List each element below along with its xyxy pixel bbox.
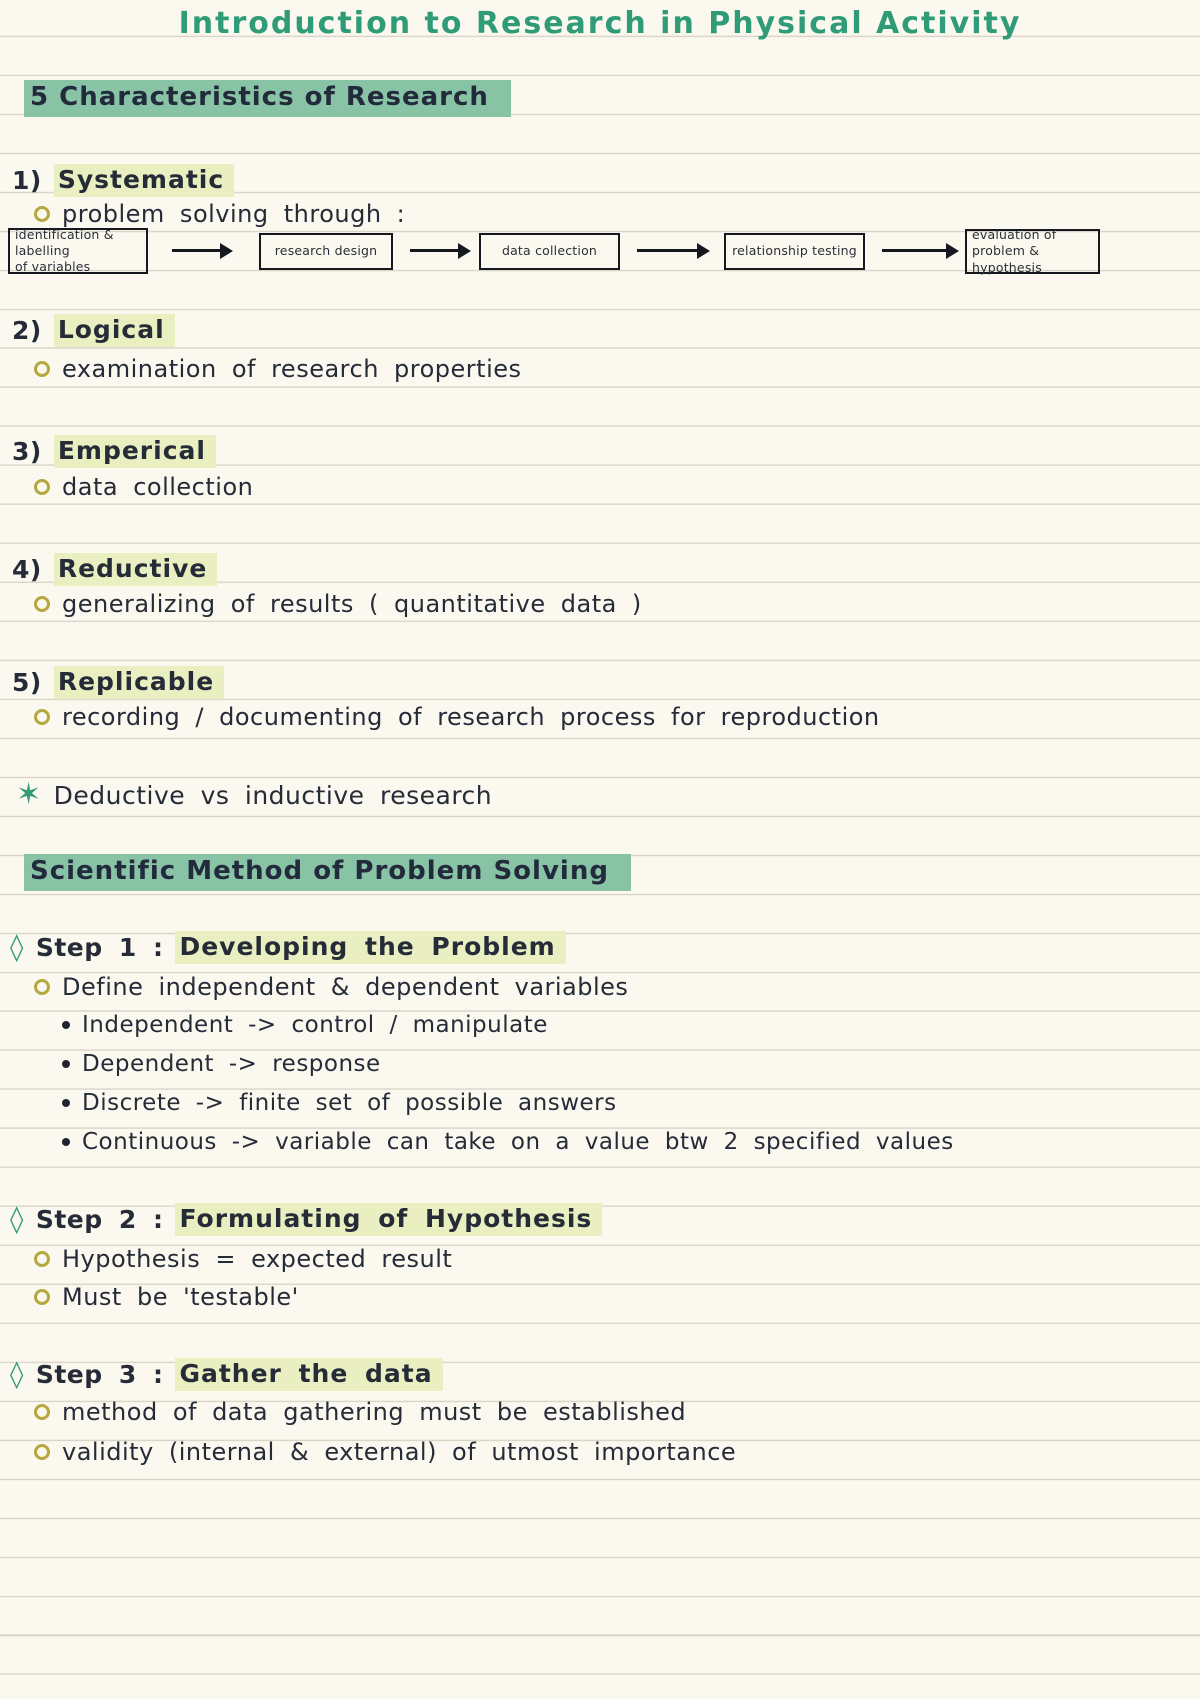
flow-box-data-collection xyxy=(479,233,620,270)
step-bullet xyxy=(34,1398,686,1426)
bullet-text: Hypothesis = expected result xyxy=(62,1245,453,1273)
dot-bullet-icon xyxy=(62,1060,70,1068)
circle-bullet-icon xyxy=(34,1289,50,1305)
list-item-bullet xyxy=(34,703,880,731)
item-number: 1) xyxy=(12,166,42,195)
diamond-icon: ◊ xyxy=(10,932,24,963)
item-number: 2) xyxy=(12,316,42,345)
bullet-text: recording / documenting of research process for reproduction xyxy=(62,703,880,731)
circle-bullet-icon xyxy=(34,361,50,377)
bullet-text: data collection xyxy=(62,473,254,501)
arrow-icon xyxy=(410,249,460,252)
step-title: Formulating of Hypothesis xyxy=(175,1203,602,1236)
circle-bullet-icon xyxy=(34,1444,50,1460)
flow-box-research-design xyxy=(259,233,393,270)
flow-box-relationship-testing xyxy=(724,233,865,270)
bullet-text: Must be 'testable' xyxy=(62,1283,299,1311)
step-label: Step 2 : xyxy=(35,1205,164,1234)
sub-bullet-text: Independent -> control / manipulate xyxy=(82,1012,548,1038)
page-title: Introduction to Research in Physical Activity xyxy=(178,6,1022,41)
diamond-icon: ◊ xyxy=(10,1359,24,1390)
list-item-replicable xyxy=(12,666,224,699)
section-heading-characteristics: 5 Characteristics of Research xyxy=(24,80,511,117)
bullet-text: examination of research properties xyxy=(62,355,522,383)
circle-bullet-icon xyxy=(34,479,50,495)
arrow-icon xyxy=(882,249,948,252)
circle-bullet-icon xyxy=(34,206,50,222)
step-bullet xyxy=(34,973,628,1001)
flow-box-identification xyxy=(8,228,148,274)
list-item-systematic xyxy=(12,164,234,197)
circle-bullet-icon xyxy=(34,1404,50,1420)
list-item-reductive xyxy=(12,553,217,586)
circle-bullet-icon xyxy=(34,979,50,995)
item-number: 4) xyxy=(12,555,42,584)
bullet-text: validity (internal & external) of utmost importance xyxy=(62,1438,737,1466)
flow-box-text: identification & labelling xyxy=(15,226,114,258)
list-item-bullet xyxy=(34,355,522,383)
note-deductive-inductive xyxy=(16,777,493,812)
list-item-bullet xyxy=(34,590,642,618)
section-heading-scientific-method: Scientific Method of Problem Solving xyxy=(24,854,631,891)
step-title: Developing the Problem xyxy=(175,931,565,964)
list-item-logical xyxy=(12,314,175,347)
dot-bullet-icon xyxy=(62,1138,70,1146)
note-text: Deductive vs inductive research xyxy=(53,780,493,810)
sub-bullet xyxy=(62,1090,617,1116)
arrow-icon xyxy=(637,249,699,252)
sub-bullet-text: Discrete -> finite set of possible answers xyxy=(82,1090,617,1116)
step-bullet xyxy=(34,1283,299,1311)
flow-box-text: of variables xyxy=(15,259,91,275)
flow-box-text: evaluation of problem & xyxy=(972,227,1057,259)
sub-bullet-text: Continuous -> variable can take on a value btw 2 specified values xyxy=(82,1129,954,1155)
step-1-heading xyxy=(10,931,566,964)
bullet-text: problem solving through : xyxy=(62,200,406,228)
sub-bullet xyxy=(62,1129,954,1155)
step-bullet xyxy=(34,1245,452,1273)
flow-box-text: relationship testing xyxy=(732,243,857,259)
step-title: Gather the data xyxy=(175,1358,442,1391)
item-term: Logical xyxy=(54,314,175,347)
item-number: 3) xyxy=(12,437,42,466)
list-item-emperical xyxy=(12,435,216,468)
sub-bullet xyxy=(62,1012,548,1038)
arrow-icon xyxy=(172,249,222,252)
flow-box-text: hypothesis xyxy=(972,259,1042,275)
item-term: Reductive xyxy=(54,553,218,586)
circle-bullet-icon xyxy=(34,709,50,725)
step-2-heading xyxy=(10,1203,602,1236)
step-3-heading xyxy=(10,1358,443,1391)
star-icon: ✶ xyxy=(16,777,42,812)
item-number: 5) xyxy=(12,668,42,697)
flow-box-text: research design xyxy=(274,243,378,259)
bullet-text: generalizing of results ( quantitative data ) xyxy=(62,590,642,618)
bullet-text: Define independent & dependent variables xyxy=(62,973,629,1001)
list-item-bullet xyxy=(34,200,405,228)
diamond-icon: ◊ xyxy=(10,1204,24,1235)
item-term: Systematic xyxy=(54,164,234,197)
item-term: Emperical xyxy=(54,435,216,468)
dot-bullet-icon xyxy=(62,1021,70,1029)
circle-bullet-icon xyxy=(34,596,50,612)
step-label: Step 3 : xyxy=(35,1360,164,1389)
circle-bullet-icon xyxy=(34,1251,50,1267)
sub-bullet-text: Dependent -> response xyxy=(82,1051,381,1077)
list-item-bullet xyxy=(34,473,253,501)
flow-box-evaluation xyxy=(965,229,1100,274)
step-bullet xyxy=(34,1438,736,1466)
sub-bullet xyxy=(62,1051,381,1077)
dot-bullet-icon xyxy=(62,1099,70,1107)
item-term: Replicable xyxy=(54,666,224,699)
flow-box-text: data collection xyxy=(501,243,598,259)
step-label: Step 1 : xyxy=(35,933,164,962)
bullet-text: method of data gathering must be established xyxy=(62,1398,687,1426)
